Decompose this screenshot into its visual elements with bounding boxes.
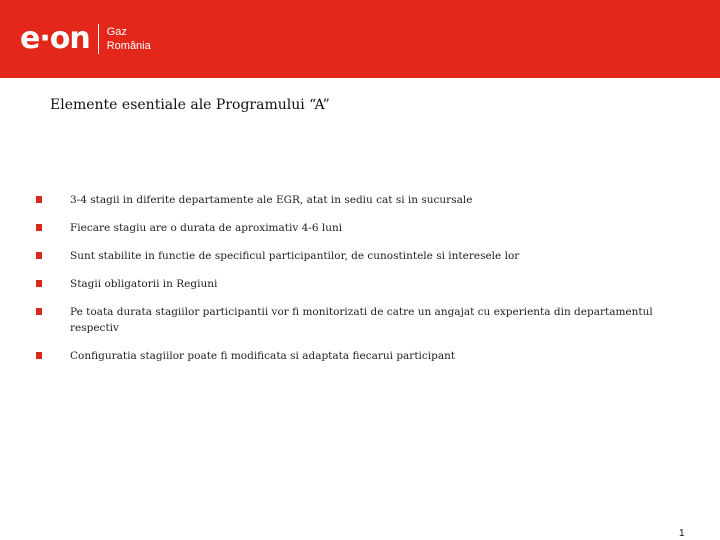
square-bullet-icon xyxy=(36,280,42,287)
eon-logo xyxy=(20,22,151,56)
logo-sub-line2: România xyxy=(106,40,151,52)
bullet-text: Pe toata durata stagiilor participantii vor fi monitorizati de catre un angajat cu experienta din departamentul respectiv xyxy=(70,306,653,334)
square-bullet-icon xyxy=(36,308,42,315)
bullet-text: Configuratia stagiilor poate fi modificata si adaptata fiecarui participant xyxy=(70,350,456,362)
logo-subtitle xyxy=(107,25,151,53)
bullet-item xyxy=(36,220,686,236)
square-bullet-icon xyxy=(36,252,42,259)
bullet-item xyxy=(36,192,686,208)
logo-sub-line1: Gaz xyxy=(106,26,127,38)
slide-title: Elemente esentiale ale Programului “A” xyxy=(50,97,330,113)
bullet-text: Fiecare stagiu are o durata de aproximativ 4-6 luni xyxy=(70,222,343,234)
logo-wordmark: e·on xyxy=(20,21,90,56)
page-number: 1 xyxy=(679,528,685,539)
header-bar xyxy=(0,0,720,78)
square-bullet-icon xyxy=(36,224,42,231)
bullet-text: Sunt stabilite in functie de specificul participantilor, de cunostintele si interesele lor xyxy=(70,250,520,262)
bullet-item xyxy=(36,304,686,336)
bullet-item xyxy=(36,276,686,292)
square-bullet-icon xyxy=(36,196,42,203)
bullet-text: Stagii obligatorii in Regiuni xyxy=(70,278,218,290)
logo-divider xyxy=(98,24,99,54)
bullet-text: 3-4 stagii in diferite departamente ale EGR, atat in sediu cat si in sucursale xyxy=(70,194,473,206)
bullet-list xyxy=(36,192,686,376)
bullet-item xyxy=(36,248,686,264)
square-bullet-icon xyxy=(36,352,42,359)
bullet-item xyxy=(36,348,686,364)
